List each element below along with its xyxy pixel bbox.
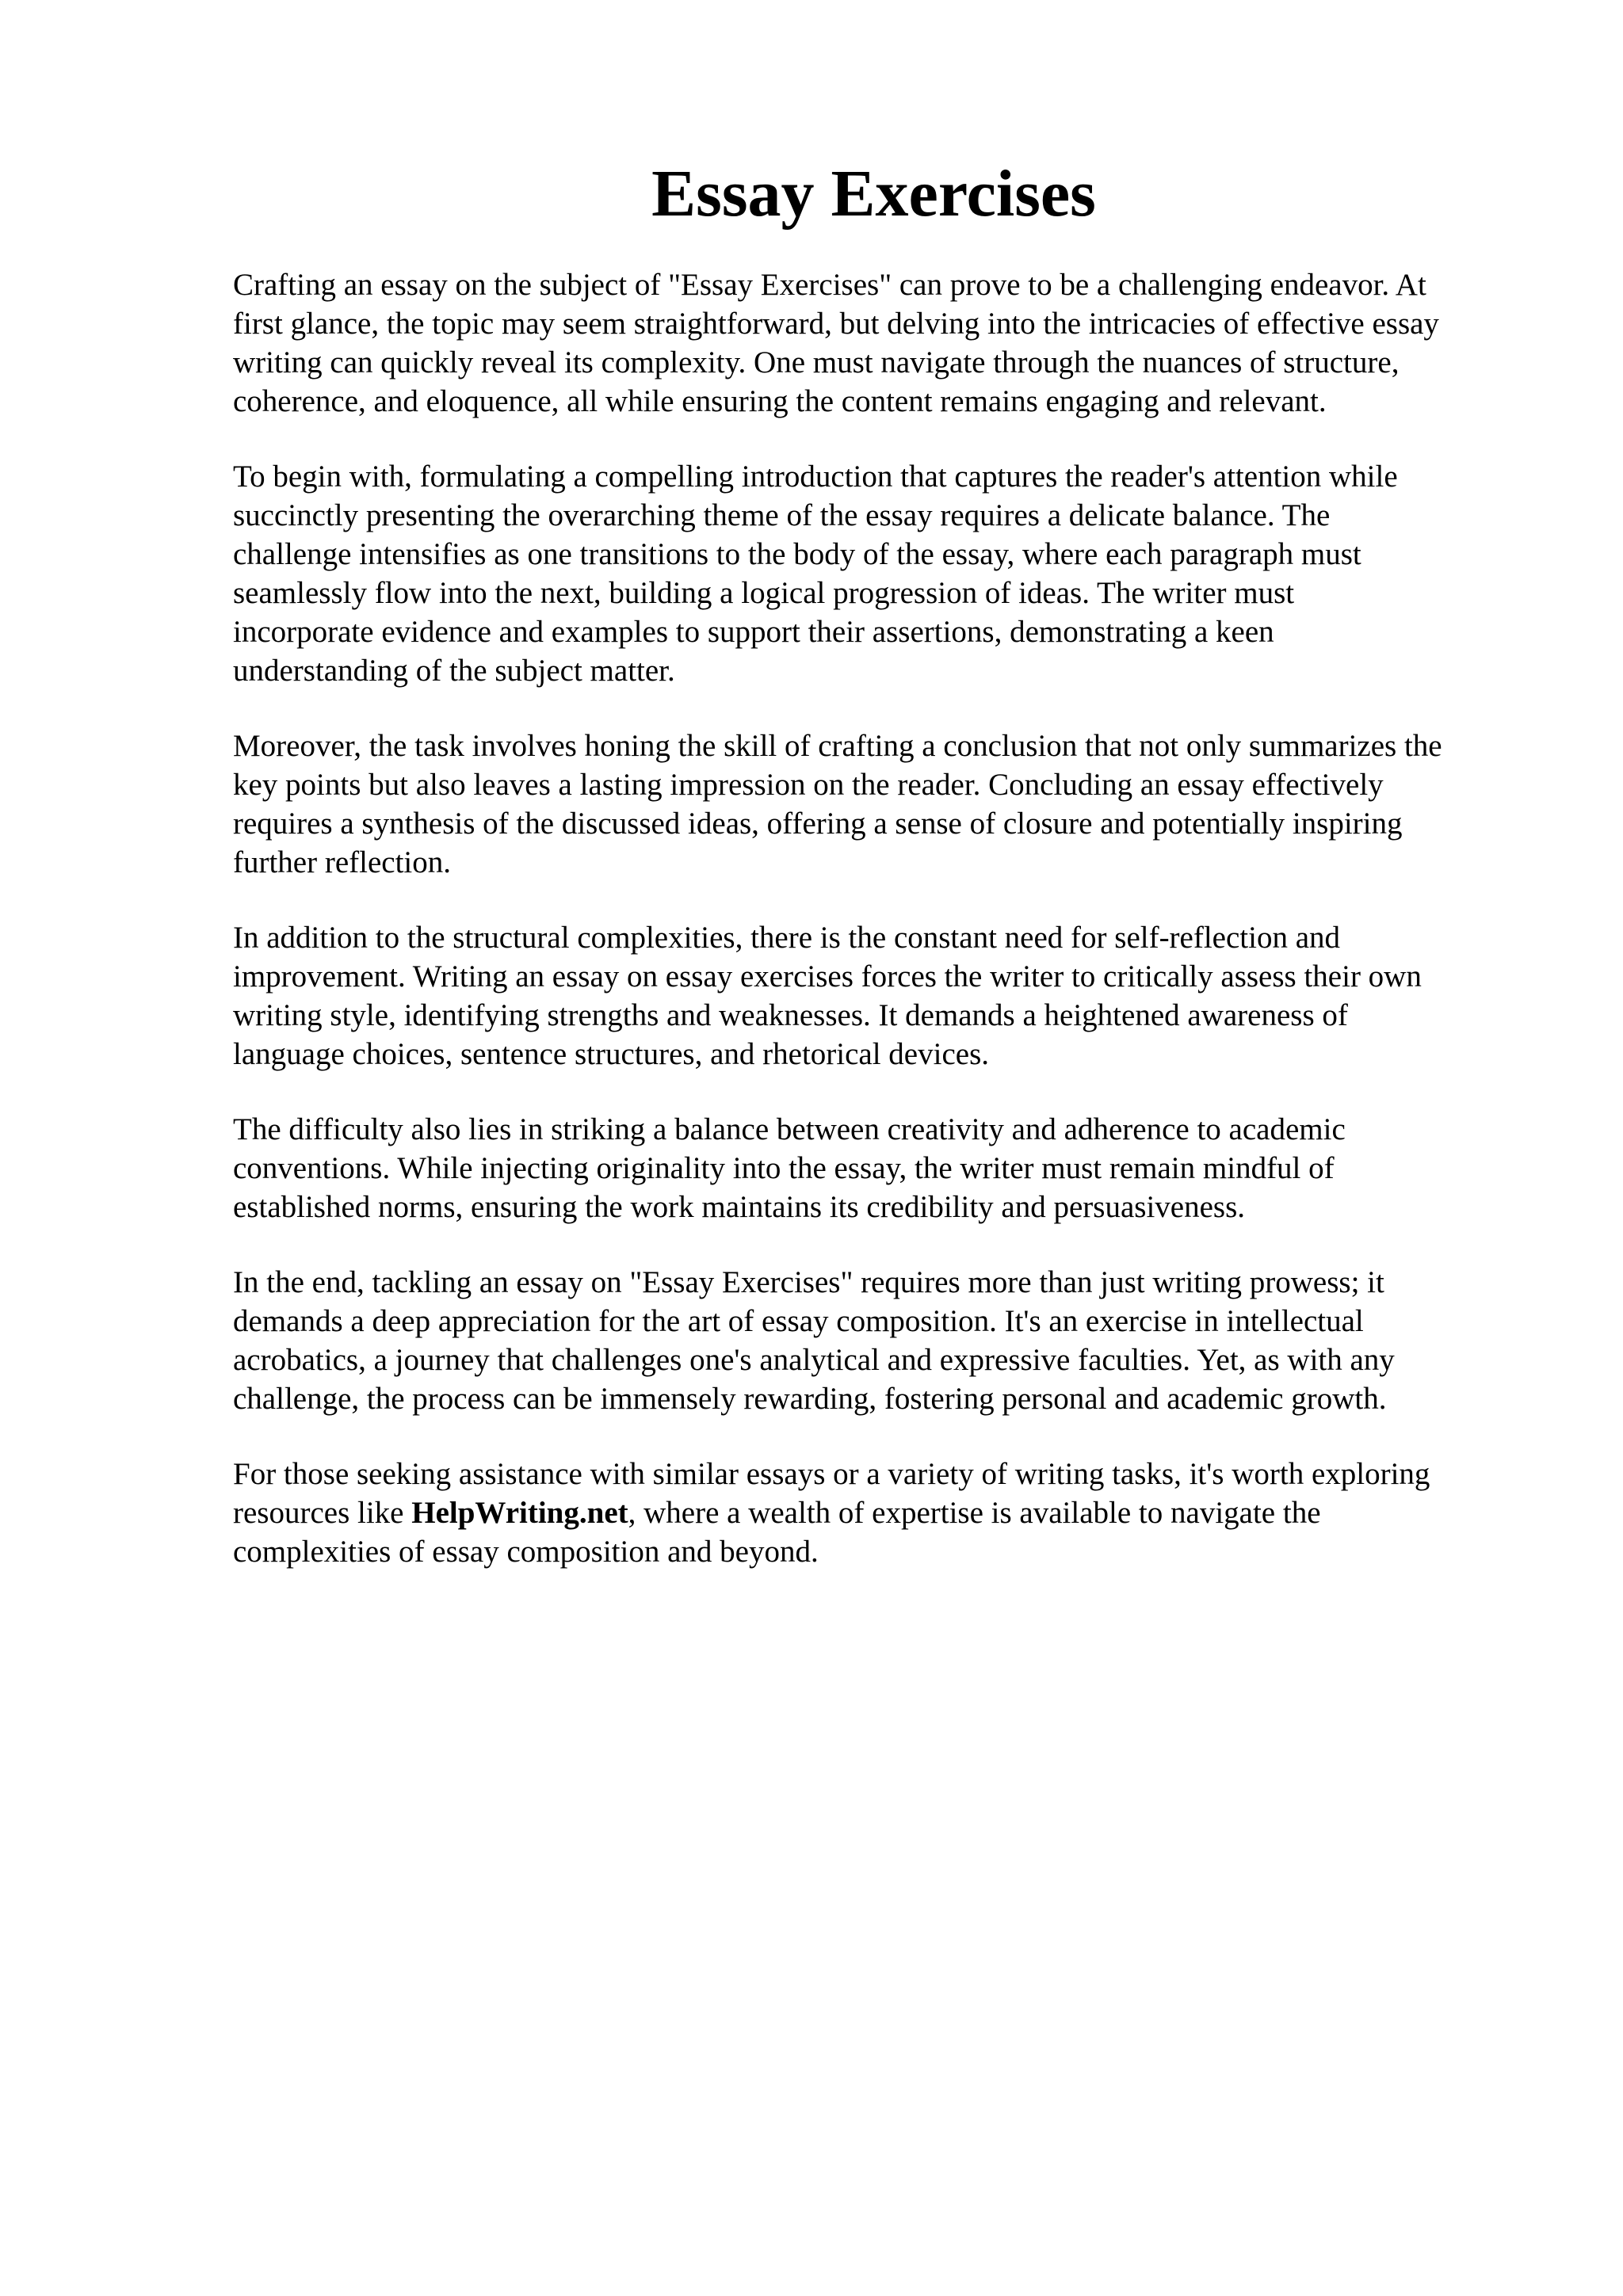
paragraph-summary <box>233 1263 1541 1418</box>
paragraph-line: language choices, sentence structures, and rhetorical devices. <box>233 1037 989 1071</box>
paragraph-line: seamlessly flow into the next, building a logical progression of ideas. The writer must <box>233 576 1295 610</box>
paragraph-line: writing style, identifying strengths and weaknesses. It demands a heightened awareness of <box>233 998 1348 1032</box>
paragraph-line: conventions. While injecting originality into the essay, the writer must remain mindful of <box>233 1151 1335 1185</box>
paragraph-line: writing can quickly reveal its complexity. One must navigate through the nuances of structure, <box>233 345 1400 379</box>
paragraph-intro <box>233 265 1541 421</box>
paragraph-line: challenge intensifies as one transitions to the body of the essay, where each paragraph must <box>233 537 1361 571</box>
paragraph-self-reflection <box>233 918 1541 1074</box>
paragraph-line: Crafting an essay on the subject of "Essay Exercises" can prove to be a challenging endeavor. At <box>233 268 1426 302</box>
paragraph-balance <box>233 1110 1541 1226</box>
document-body <box>233 265 1541 1608</box>
paragraph-line: In the end, tackling an essay on "Essay Exercises" requires more than just writing prowess; it <box>233 1265 1384 1299</box>
paragraph-line: established norms, ensuring the work maintains its credibility and persuasiveness. <box>233 1190 1246 1224</box>
paragraph-line: challenge, the process can be immensely rewarding, fostering personal and academic growth. <box>233 1382 1387 1416</box>
paragraph-line: first glance, the topic may seem straightforward, but delving into the intricacies of effective essay <box>233 307 1439 341</box>
paragraph-line: requires a synthesis of the discussed ideas, offering a sense of closure and potentially inspiring <box>233 807 1403 841</box>
paragraph-line: The difficulty also lies in striking a balance between creativity and adherence to academic <box>233 1112 1346 1146</box>
paragraph-introduction-body <box>233 457 1541 690</box>
paragraph-line: incorporate evidence and examples to support their assertions, demonstrating a keen <box>233 615 1274 649</box>
paragraph-line: further reflection. <box>233 845 452 879</box>
paragraph-line: In addition to the structural complexities, there is the constant need for self-reflection and <box>233 921 1341 955</box>
paragraph-line: succinctly presenting the overarching theme of the essay requires a delicate balance. The <box>233 498 1331 532</box>
paragraph-line: improvement. Writing an essay on essay exercises forces the writer to critically assess their own <box>233 959 1422 994</box>
paragraph-line: For those seeking assistance with similar essays or a variety of writing tasks, it's worth exploring <box>233 1457 1430 1491</box>
paragraph-line: To begin with, formulating a compelling introduction that captures the reader's attention while <box>233 460 1398 494</box>
paragraph-line: demands a deep appreciation for the art of essay composition. It's an exercise in intellectual <box>233 1304 1364 1338</box>
paragraph-line: Moreover, the task involves honing the skill of crafting a conclusion that not only summarizes the <box>233 729 1442 763</box>
paragraph-line: understanding of the subject matter. <box>233 654 675 688</box>
paragraph-line: complexities of essay composition and beyond. <box>233 1535 819 1569</box>
paragraph-closing <box>233 1455 1541 1571</box>
helpwriting-link[interactable]: HelpWriting.net <box>411 1496 628 1530</box>
closing-text-after-link: , where a wealth of expertise is available to navigate the <box>628 1496 1321 1530</box>
document-title: Essay Exercises <box>651 157 1096 231</box>
paragraph-line-with-link <box>233 1493 1541 1532</box>
paragraph-conclusion <box>233 727 1541 882</box>
closing-text-before-link: resources like <box>233 1496 412 1530</box>
paragraph-line: key points but also leaves a lasting impression on the reader. Concluding an essay effectively <box>233 768 1384 802</box>
paragraph-line: coherence, and eloquence, all while ensuring the content remains engaging and relevant. <box>233 384 1327 418</box>
paragraph-line: acrobatics, a journey that challenges one's analytical and expressive faculties. Yet, as with any <box>233 1343 1395 1377</box>
